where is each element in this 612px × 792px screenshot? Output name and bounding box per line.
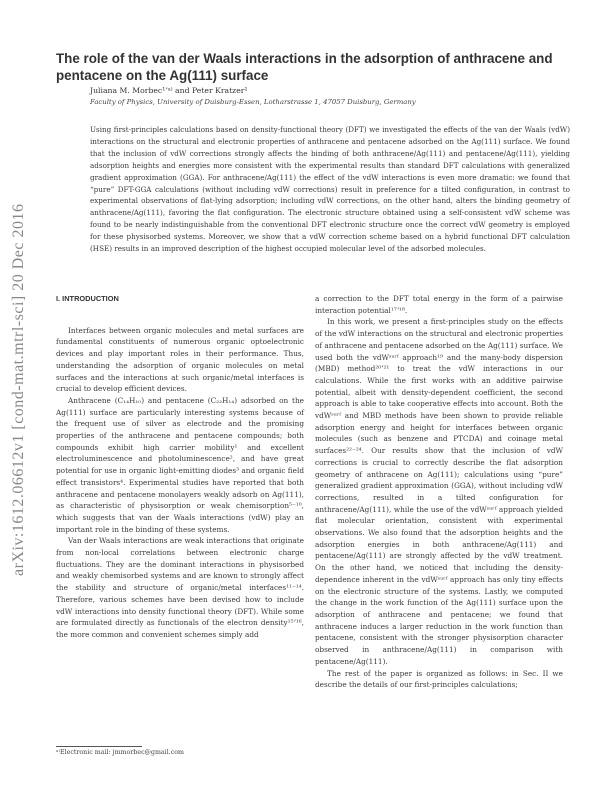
right-column — [315, 293, 563, 691]
footnote-divider — [56, 746, 142, 747]
section-heading-introduction: I. INTRODUCTION — [56, 294, 119, 303]
left-column — [56, 293, 304, 641]
paragraph: a correction to the DFT total energy in the form of a pairwise interaction potential¹⁷ʼ¹⁸. — [315, 294, 563, 315]
paragraph: In this work, we present a first-principles study on the effects of the vdW interactions on the structural and electronic properties of anthracene and pentacene adsorbed on the Ag(111) surface. We used both the vdWˢᵘʳᶠ approach¹⁹ and the many-body dispersion (MBD) method²⁰ʼ²¹ to treat the vdW interactions in our calculations. While the first works with an additive pairwise potential, albeit with density-dependent coefficient, the second approach is able to take cooperative effects into account. Both the vdWˢᵘʳᶠ and MBD methods have been shown to provide reliable adsorption energy and height for interfaces between organic molecules (such as benzene and PTCDA) and coinage metal surfaces²²⁻²⁴. Our results show that the inclusion of vdW corrections is crucial to correctly describe the flat adsorption geometry of anthracene on Ag(111); calculations using “pure” generalized gradient approximation (GGA), without including vdW corrections, resulted in a tilted configuration for anthracene/Ag(111), while the use of the vdWˢᵘʳᶠ approach yielded flat molecular orientation, consistent with experimental observations. We also found that the adsorption heights and the adsorption energies in both anthracene/Ag(111) and pentacene/Ag(111) are strongly affected by the vdW treatment. On the other hand, we noticed that including the density-dependence inherent in the vdWˢᵘʳᶠ approach has only tiny effects on the electronic structure of the systems. Lastly, we computed the change in the work function of the Ag(111) surface upon the adsorption of anthracene and pentacene; we found that anthracene induces a larger reduction in the work function than pentacene, consistent with the stronger physisorption character observed in anthracene/Ag(111) in comparison with pentacene/Ag(111). — [315, 317, 563, 666]
paragraph: Van der Waals interactions are weak interactions that originate from non-local correlations between electronic charge fluctuations. They are the dominant interactions in physisorbed and weakly chemisorbed systems and are known to strongly affect the stability and structure of organic/metal interfaces¹¹⁻¹⁴. Therefore, various schemes have been devised how to include vdW interactions into density functional theory (DFT). While some are formulated directly as functionals of the electron density¹⁵ʼ¹⁶, the more common and convenient schemes simply add — [56, 536, 304, 639]
author-affiliation: Faculty of Physics, University of Duisburg-Essen, Lotharstrasse 1, 47057 Duisburg, Germany — [90, 98, 416, 106]
author-list: Juliana M. Morbec¹ʼᵃ⁾ and Peter Kratzer¹ — [90, 86, 248, 95]
paper-title: The role of the van der Waals interactions in the adsorption of anthracene and pentacene on the Ag(111) surface — [56, 51, 553, 83]
footnote: ᵃ⁾Electronic mail: jmmorbec@gmail.com — [56, 749, 184, 756]
abstract: Using first-principles calculations based on density-functional theory (DFT) we investigated the effects of the van der Waals (vdW) interactions on the structural and electronic properties of anthracene and pentacene adsorbed on the Ag(111) surface. We found that the inclusion of vdW corrections strongly affects the binding of both anthracene/Ag(111) and pentacene/Ag(111), yielding adsorption heights and energies more consistent with the experimental results than standard DFT calculations with generalized gradient approximation (GGA). For anthracene/Ag(111) the effect of the vdW interactions is even more dramatic: we found that “pure” DFT-GGA calculations (without including vdW corrections) result in preference for a tilted configuration, in contrast to experimental observations of flat-lying adsorption; including vdW corrections, on the other hand, alters the binding geometry of anthracene/Ag(111), favoring the flat configuration. The electronic structure obtained using a self-consistent vdW scheme was found to be nearly indistinguishable from the conventional DFT electronic structure once the correct vdW geometry is employed for these physisorbed systems. Moreover, we show that a vdW correction scheme based on a hybrid functional DFT calculation (HSE) results in an improved description of the highest occupied molecular level of the adsorbed molecules. — [90, 125, 570, 254]
paragraph: Anthracene (C₁₄H₁₀) and pentacene (C₂₂H₁₄) adsorbed on the Ag(111) surface are particularly interesting systems because of the frequent use of silver as electrode and the promising properties of the anthracene and pentacene compounds; both compounds exhibit high carrier mobility¹ and excellent electroluminescence and photoluminescence², and have great potential for use in organic light-emitting diodes³ and organic field effect transistors⁴. Experimental studies have reported that both anthracene and pentacene monolayers weakly adsorb on Ag(111), as characteristic of physisorption or weak chemisorption⁵⁻¹⁰, which suggests that van der Waals interactions (vdW) play an important role in the binding of these systems. — [56, 395, 304, 534]
paragraph: The rest of the paper is organized as follows: in Sec. II we describe the details of our first-principles calculations; — [315, 668, 563, 690]
paragraph: Interfaces between organic molecules and metal surfaces are fundamental constituents of numerous organic optoelectronic devices and play important roles in their performance. Thus, understanding the adsorption of organic molecules on metal surfaces and the interactions at such organic/metal interfaces is crucial to develop efficient devices. — [56, 325, 304, 394]
arxiv-identifier: arXiv:1612.06612v1 [cond-mat.mtrl-sci] 20 Dec 2016 — [10, 203, 27, 577]
